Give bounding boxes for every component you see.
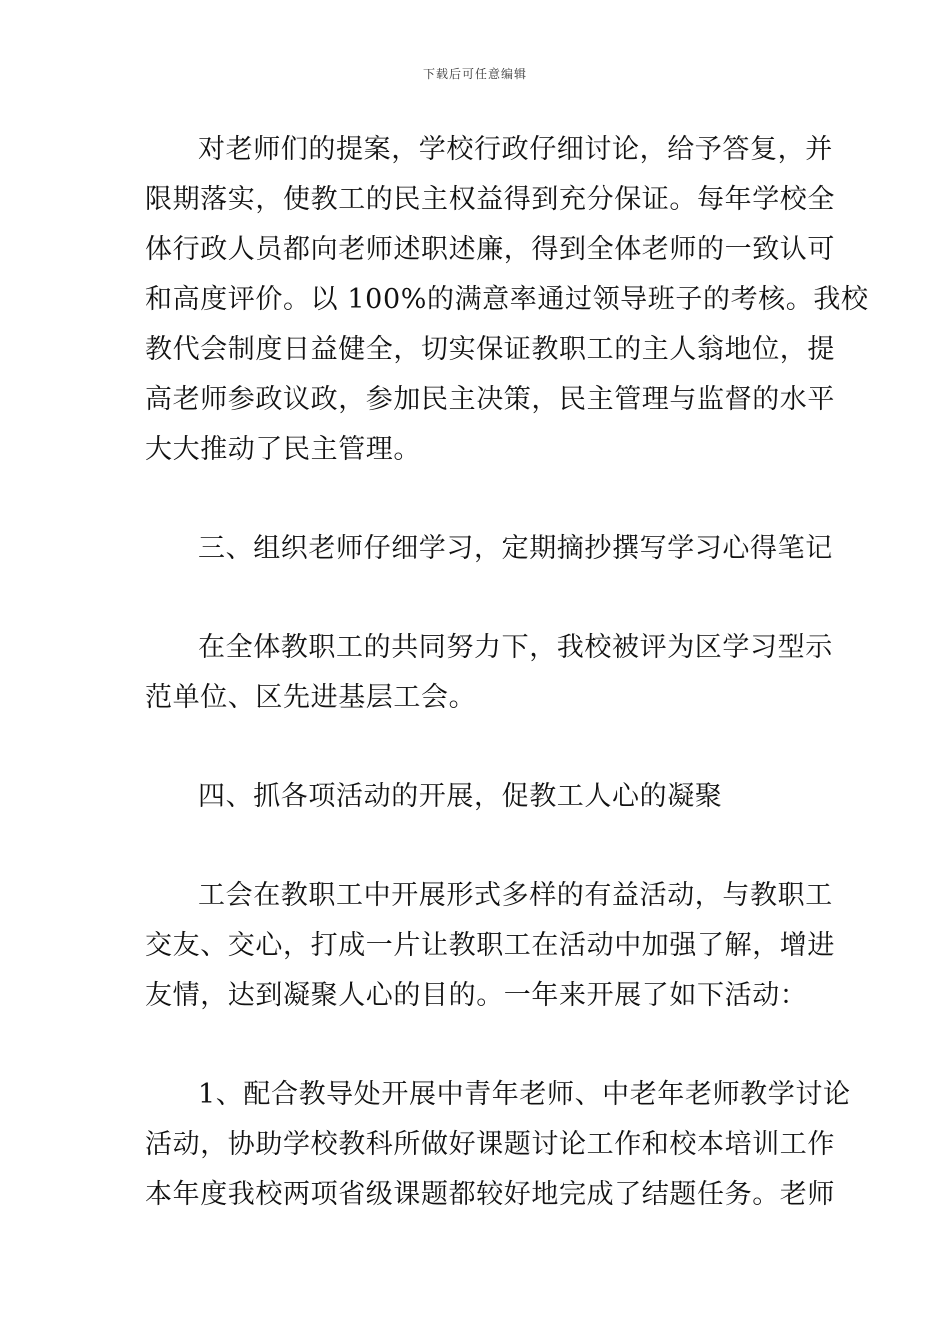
section-heading: 三、组织老师仔细学习，定期摘抄撰写学习心得笔记 — [198, 533, 833, 564]
section-heading: 四、抓各项活动的开展，促教工人心的凝聚 — [198, 781, 723, 812]
paragraph-line: 限期落实，使教工的民主权益得到充分保证。每年学校全 — [145, 184, 835, 215]
paragraph-line: 交友、交心，打成一片让教职工在活动中加强了解，增进 — [145, 930, 835, 961]
paragraph-line: 本年度我校两项省级课题都较好地完成了结题任务。老师 — [145, 1179, 835, 1210]
paragraph-line: 体行政人员都向老师述职述廉，得到全体老师的一致认可 — [145, 234, 835, 265]
paragraph-line: 高老师参政议政，参加民主决策，民主管理与监督的水平 — [145, 384, 835, 415]
paragraph-line: 友情，达到凝聚人心的目的。一年来开展了如下活动： — [145, 980, 808, 1011]
paragraph-line: 活动，协助学校教科所做好课题讨论工作和校本培训工作 — [145, 1129, 835, 1160]
paragraph-line: 工会在教职工中开展形式多样的有益活动，与教职工 — [198, 880, 833, 911]
paragraph-line: 1、配合教导处开展中青年老师、中老年老师教学讨论 — [198, 1079, 851, 1110]
paragraph-line: 教代会制度日益健全，切实保证教职工的主人翁地位，提 — [145, 334, 835, 365]
paragraph-line: 在全体教职工的共同努力下，我校被评为区学习型示 — [198, 632, 833, 663]
paragraph-line: 对老师们的提案，学校行政仔细讨论，给予答复，并 — [198, 134, 833, 165]
paragraph-line: 范单位、区先进基层工会。 — [145, 682, 477, 713]
paragraph-line: 和高度评价。以 100%的满意率通过领导班子的考核。我校 — [145, 284, 869, 315]
paragraph-line: 大大推动了民主管理。 — [145, 434, 421, 465]
page-header-note: 下载后可任意编辑 — [422, 67, 527, 81]
